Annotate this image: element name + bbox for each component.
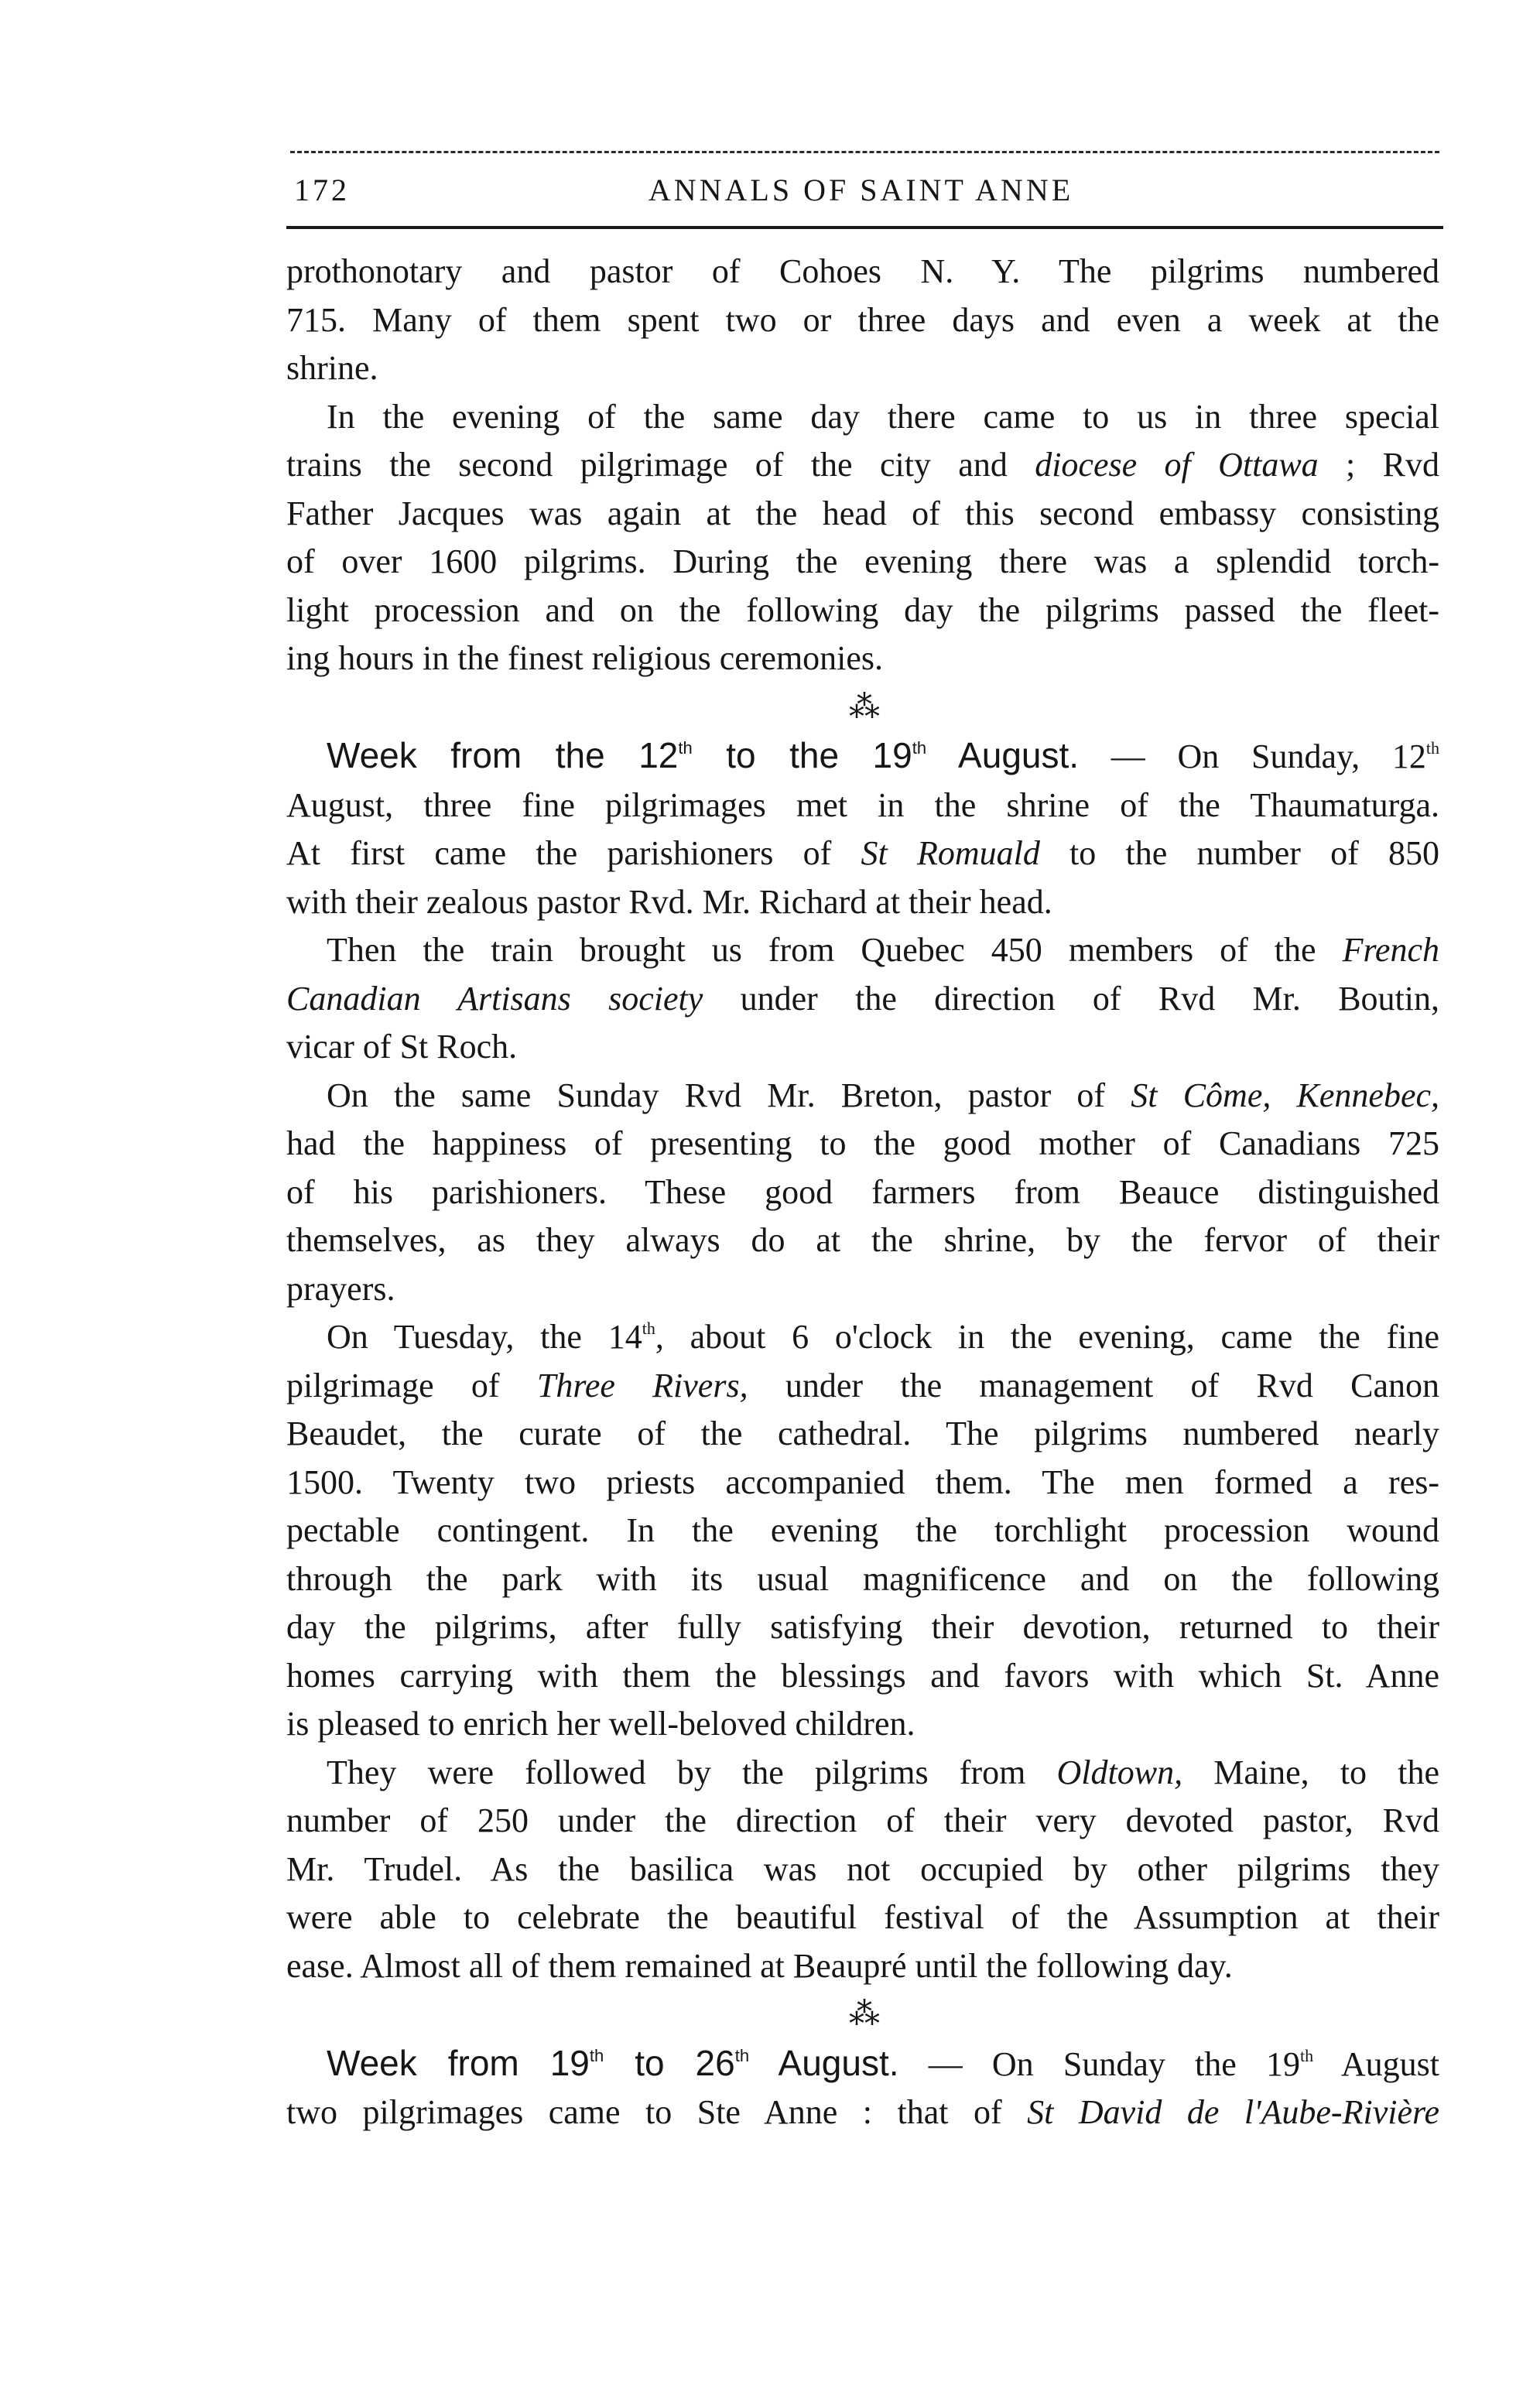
text-line: They were followed by the pilgrims from Oldtown, Maine, to the (327, 1753, 1439, 1791)
text-line: 715. Many of them spent two or three days and even a week at the (286, 300, 1439, 339)
running-title: ANNALS OF SAINT ANNE (648, 173, 1074, 207)
top-rule (290, 151, 1439, 153)
text-line: At first came the parishioners of St Romuald to the number of 850 (286, 834, 1439, 872)
text-line: themselves, as they always do at the shrine, by the fervor of their (286, 1221, 1439, 1259)
text-line: day the pilgrims, after fully satisfying their devotion, returned to their (286, 1608, 1439, 1646)
text-line: pilgrimage of Three Rivers, under the management of Rvd Canon (286, 1366, 1439, 1404)
text-line: trains the second pilgrimage of the city and diocese of Ottawa ; Rvd (286, 446, 1440, 484)
text-line: Father Jacques was again at the head of this second embassy consisting (286, 494, 1439, 532)
place-name: St David de l'Aube-Rivière (1027, 2093, 1439, 2131)
text-line: 1500. Twenty two priests accompanied them. The men formed a res- (286, 1463, 1439, 1501)
text-line: homes carrying with them the blessings and favors with which St. Anne (286, 1656, 1439, 1695)
section-ornament: ⁂ (849, 689, 877, 724)
section-heading: Week from the 12th to the 19th August. (327, 735, 1080, 775)
text-line: ing hours in the finest religious ceremonies. (286, 639, 884, 677)
running-header (279, 172, 1443, 218)
header-rule (286, 226, 1443, 229)
society-name: Canadian Artisans society (286, 979, 703, 1018)
place-name: diocese of Ottawa (1035, 446, 1319, 484)
text-line: is pleased to enrich her well-beloved children. (286, 1705, 915, 1743)
text-line: had the happiness of presenting to the good mother of Canadians 725 (286, 1124, 1439, 1162)
text-line: On the same Sunday Rvd Mr. Breton, pastor of St Côme, Kennebec, (327, 1076, 1440, 1114)
text-line: through the park with its usual magnificence and on the following (286, 1559, 1439, 1598)
text-line: with their zealous pastor Rvd. Mr. Richard at their head. (286, 882, 1052, 921)
place-name: Three Rivers, (536, 1366, 748, 1404)
place-name: St Romuald (861, 834, 1040, 872)
text-line: shrine. (286, 349, 378, 387)
text-line: of over 1600 pilgrims. During the evening there was a splendid torch- (286, 542, 1439, 580)
text-line: Beaudet, the curate of the cathedral. The pilgrims numbered nearly (286, 1415, 1439, 1452)
page-number: 172 (294, 173, 350, 207)
text-line: Canadian Artisans society under the direction of Rvd Mr. Boutin, (286, 979, 1439, 1018)
text-line: prayers. (286, 1269, 395, 1308)
place-name: St Côme, Kennebec, (1131, 1076, 1440, 1114)
place-name: Oldtown, (1056, 1753, 1183, 1791)
text-line: In the evening of the same day there came to us in three special (327, 397, 1439, 436)
page-body (286, 248, 1439, 2137)
society-name: French (1342, 931, 1439, 969)
text-line: August, three fine pilgrimages met in the shrine of the Thaumaturga. (286, 785, 1439, 824)
text-line: Mr. Trudel. As the basilica was not occupied by other pilgrims they (286, 1849, 1439, 1888)
text-line: vicar of St Roch. (286, 1028, 518, 1066)
text-line: of his parishioners. These good farmers from Beauce distinguished (286, 1172, 1439, 1211)
section-heading-line: Week from the 12th to the 19th August. — On Sunday, 12th (327, 735, 1439, 775)
section-heading: Week from 19th to 26th August. (327, 2042, 899, 2083)
text-line: Then the train brought us from Quebec 450 members of the French (327, 931, 1439, 969)
text-line: number of 250 under the direction of their very devoted pastor, Rvd (286, 1801, 1439, 1839)
section-heading-line: Week from 19th to 26th August. — On Sunday the 19th August (327, 2042, 1440, 2083)
text-line: On Tuesday, the 14th, about 6 o'clock in the evening, came the fine (327, 1318, 1440, 1356)
text-line: light procession and on the following day the pilgrims passed the fleet- (286, 590, 1439, 629)
text-line: ease. Almost all of them remained at Beaupré until the following day. (286, 1946, 1233, 1985)
text-line: were able to celebrate the beautiful festival of the Assumption at their (286, 1898, 1439, 1936)
text-line: prothonotary and pastor of Cohoes N. Y. The pilgrims numbered (286, 252, 1439, 290)
text-line: pectable contingent. In the evening the torchlight procession wound (286, 1511, 1439, 1549)
text-line: two pilgrimages came to Ste Anne : that of St David de l'Aube-Rivière (286, 2093, 1439, 2131)
section-ornament: ⁂ (849, 1996, 877, 2031)
